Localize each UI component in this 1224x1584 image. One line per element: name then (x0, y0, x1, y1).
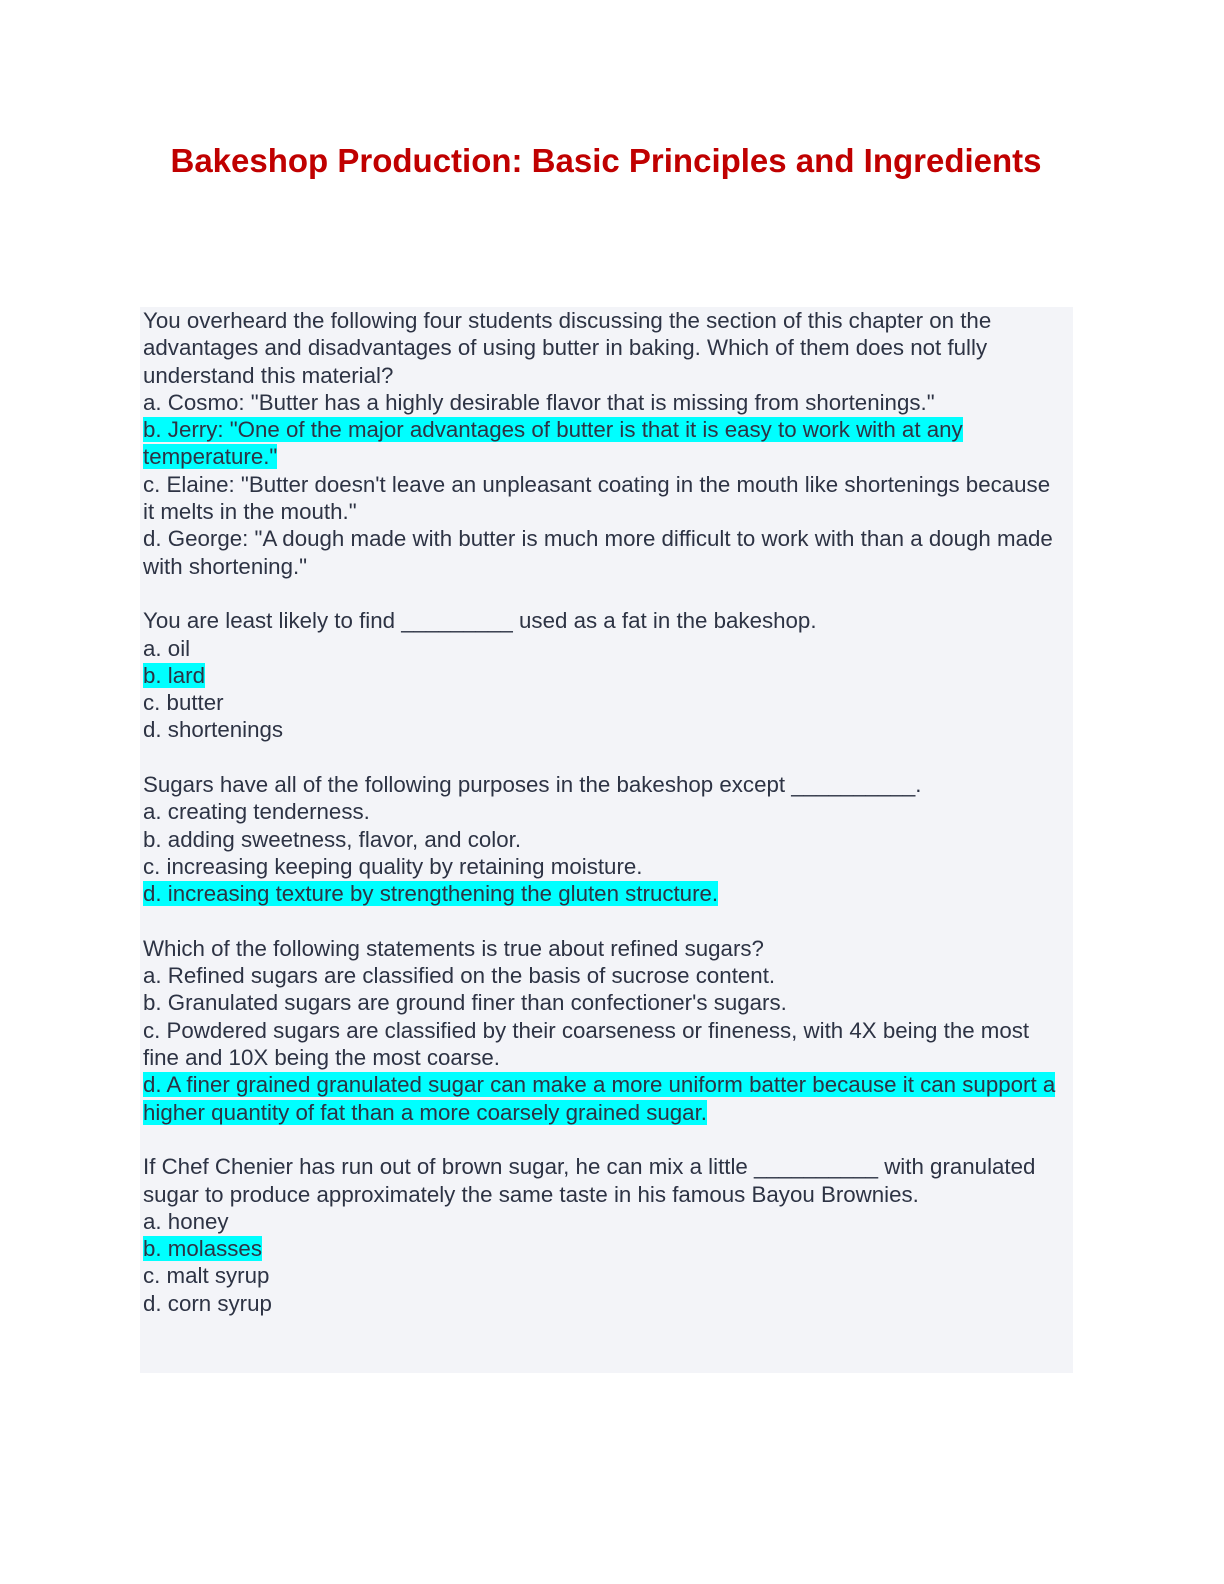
answer-option: c. Elaine: "Butter doesn't leave an unpleasant coating in the mouth like shortenings because it melts in the mouth." (143, 471, 1051, 525)
answer-option: b. adding sweetness, flavor, and color. (143, 826, 522, 852)
answer-option-highlighted: d. increasing texture by strengthening the gluten structure. (143, 881, 719, 907)
answer-option-highlighted: d. A finer grained granulated sugar can make a more uniform batter because it can support a higher quantity of fat than a more coarsely grained sugar. (143, 1072, 1056, 1125)
answer-option: c. butter (143, 690, 224, 716)
question-item (143, 1153, 1063, 1317)
question-stem: If Chef Chenier has run out of brown sugar, he can mix a little __________ with granulated sugar to produce approximately the same taste in his famous Bayou Brownies. (143, 1154, 1036, 1207)
answer-option-highlighted: b. lard (143, 662, 205, 688)
answer-option: d. shortenings (143, 717, 284, 743)
question-stem: You are least likely to find _________ used as a fat in the bakeshop. (143, 608, 817, 634)
answer-option: a. honey (143, 1208, 229, 1234)
answer-option-highlighted: b. molasses (143, 1236, 262, 1262)
question-stem: Sugars have all of the following purposes in the bakeshop except __________. (143, 772, 922, 798)
answer-option: c. increasing keeping quality by retaining moisture. (143, 853, 643, 879)
question-item (143, 607, 1063, 743)
answer-option: a. Cosmo: "Butter has a highly desirable flavor that is missing from shortenings." (143, 389, 935, 415)
question-item (143, 307, 1063, 580)
answer-option: c. malt syrup (143, 1263, 270, 1289)
question-list (143, 307, 1063, 1344)
question-stem: Which of the following statements is true about refined sugars? (143, 935, 764, 961)
question-item (143, 771, 1063, 907)
answer-option: a. oil (143, 635, 191, 661)
answer-option: c. Powdered sugars are classified by their coarseness or fineness, with 4X being the most fine and 10X being the most coarse. (143, 1017, 1030, 1071)
question-stem: You overheard the following four students discussing the section of this chapter on the advantages and disadvantages of using butter in baking. Which of them does not fully understand this material? (143, 308, 992, 388)
answer-option: d. corn syrup (143, 1290, 272, 1316)
answer-option-highlighted: b. Jerry: "One of the major advantages of butter is that it is easy to work with at any temperature." (143, 417, 963, 470)
question-item (143, 935, 1063, 1126)
answer-option: b. Granulated sugars are ground finer than confectioner's sugars. (143, 990, 787, 1016)
answer-option: a. Refined sugars are classified on the basis of sucrose content. (143, 963, 776, 989)
page-title: Bakeshop Production: Basic Principles and Ingredients (170, 142, 1042, 179)
answer-option: a. creating tenderness. (143, 799, 370, 825)
answer-option: d. George: "A dough made with butter is much more difficult to work with than a dough made with shortening." (143, 526, 1053, 579)
